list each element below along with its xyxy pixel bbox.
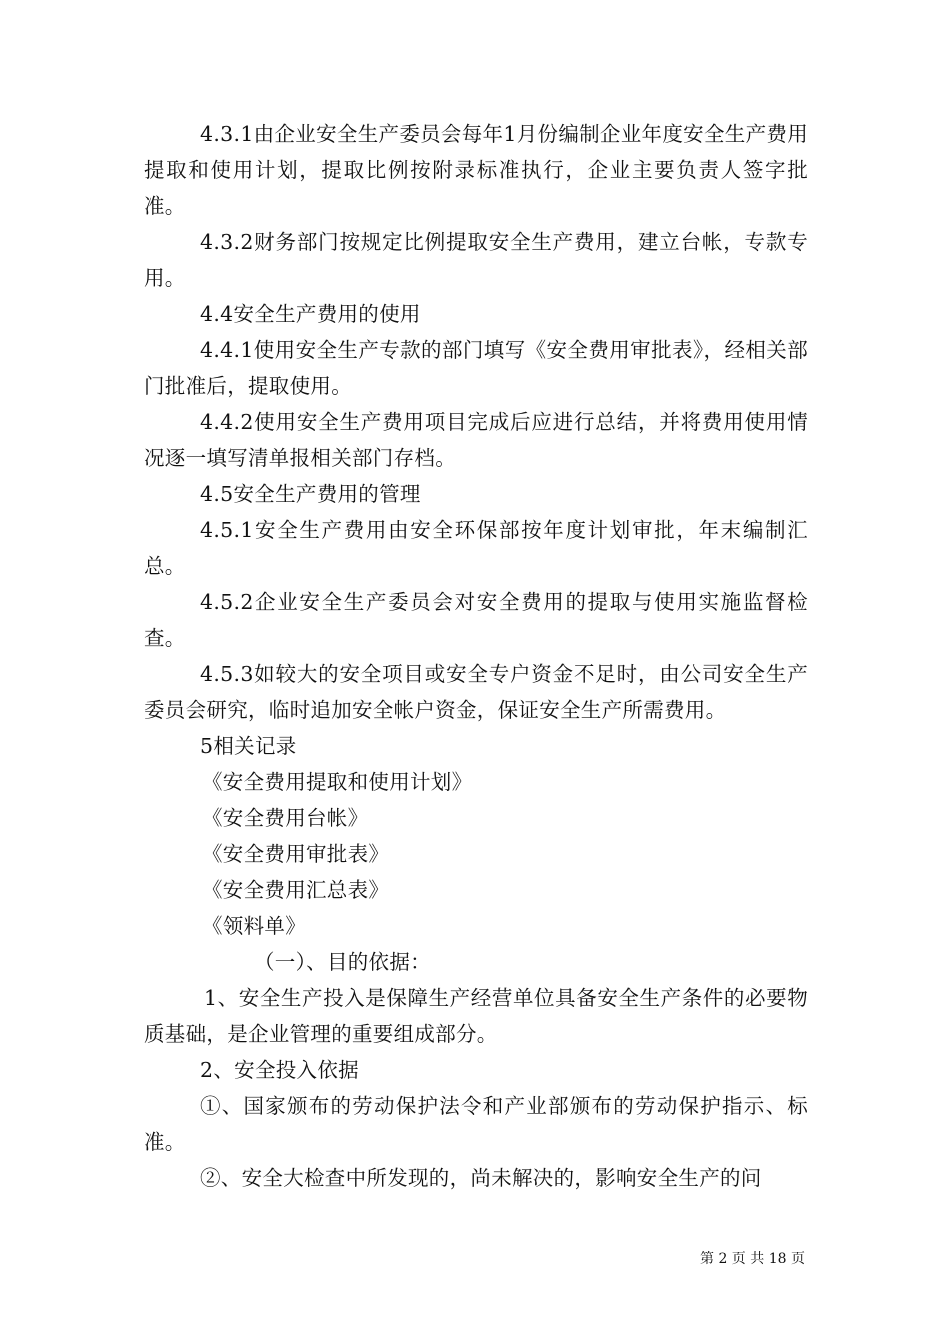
paragraph-4-4-2: 4.4.2使用安全生产费用项目完成后应进行总结，并将费用使用情况逐一填写清单报相关部门存档。 (144, 410, 808, 470)
heading-5-records: 5相关记录 (200, 734, 297, 758)
record-item: 《安全费用汇总表》 (202, 878, 390, 902)
paragraph-4-3-1: 4.3.1由企业安全生产委员会每年1月份编制企业年度安全生产费用提取和使用计划，提取比例按附录标准执行，企业主要负责人签字批准。 (144, 122, 808, 218)
record-item: 《领料单》 (202, 914, 306, 938)
paragraph-4-5-1: 4.5.1安全生产费用由安全环保部按年度计划审批，年末编制汇总。 (144, 518, 808, 578)
paragraph-4-5-3: 4.5.3如较大的安全项目或安全专户资金不足时，由公司安全生产委员会研究，临时追加安全帐户资金，保证安全生产所需费用。 (144, 662, 808, 722)
paragraph-basis-2: ②、安全大检查中所发现的，尚未解决的，影响安全生产的问 (200, 1166, 762, 1190)
paragraph-4-5-2: 4.5.2企业安全生产委员会对安全费用的提取与使用实施监督检查。 (144, 590, 808, 650)
heading-4-4: 4.4安全生产费用的使用 (200, 302, 421, 326)
paragraph-purpose-1: 1、安全生产投入是保障生产经营单位具备安全生产条件的必要物质基础，是企业管理的重要组成部分。 (144, 986, 808, 1046)
paragraph-4-4-1: 4.4.1使用安全生产专款的部门填写《安全费用审批表》，经相关部门批准后，提取使用。 (144, 338, 808, 398)
heading-4-5: 4.5安全生产费用的管理 (200, 482, 421, 506)
section-heading-purpose: （一）、目的依据： (254, 950, 431, 974)
record-item: 《安全费用台帐》 (202, 806, 369, 830)
record-item: 《安全费用审批表》 (202, 842, 390, 866)
paragraph-4-3-2: 4.3.2财务部门按规定比例提取安全生产费用，建立台帐，专款专用。 (144, 230, 808, 290)
record-item: 《安全费用提取和使用计划》 (202, 770, 473, 794)
page-number-footer: 第 2 页 共 18 页 (700, 1251, 805, 1267)
paragraph-basis-1: ①、国家颁布的劳动保护法令和产业部颁布的劳动保护指示、标准。 (144, 1094, 808, 1154)
paragraph-purpose-2: 2、安全投入依据 (200, 1058, 359, 1082)
document-body (144, 116, 808, 1196)
